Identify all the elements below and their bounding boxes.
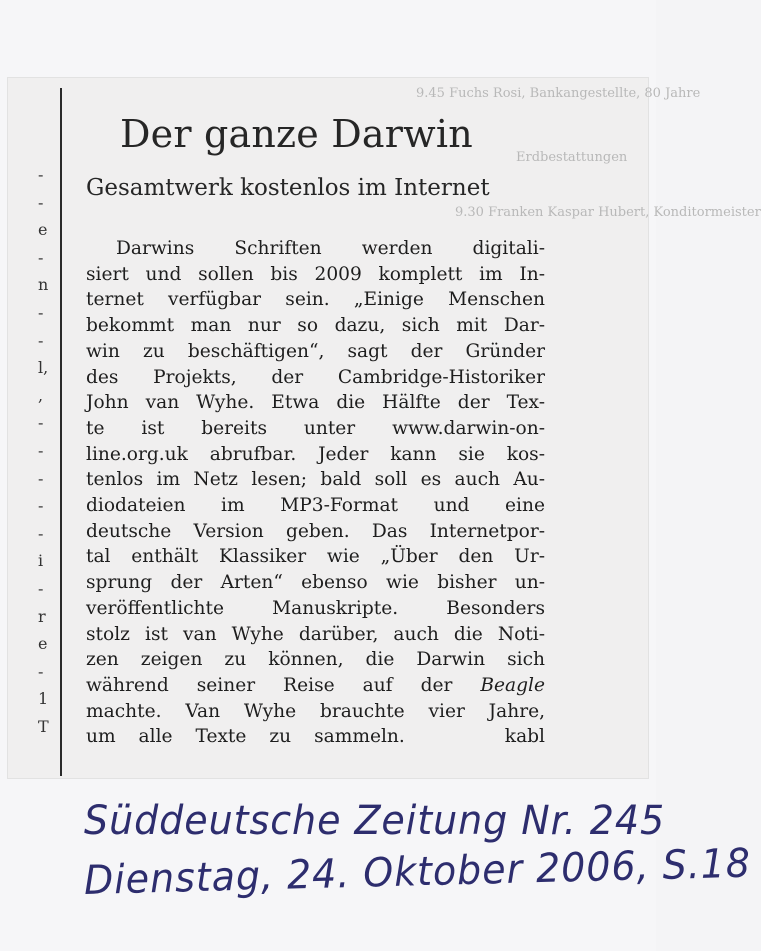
article-line: ternet verfügbar sein. „Einige Menschen xyxy=(86,289,545,311)
article-line: siert und sollen bis 2009 komplett im In- xyxy=(86,263,545,285)
margin-fragment: e xyxy=(38,220,48,240)
margin-fragment: - xyxy=(38,192,44,212)
bleed-through-line3: 9.30 Franken Kaspar Hubert, Konditormeister xyxy=(455,205,761,220)
margin-fragment: - xyxy=(38,165,44,184)
margin-fragment: 1 xyxy=(38,689,49,709)
article-headline: Der ganze Darwin xyxy=(120,112,473,156)
margin-fragment: n xyxy=(38,275,49,295)
article-body xyxy=(86,236,545,750)
bleed-through-line2: Erdbestattungen xyxy=(516,150,628,165)
margin-fragment: T xyxy=(38,717,49,736)
handwritten-source-line2: Dienstag, 24. Oktober 2006, S.18 xyxy=(83,840,752,904)
article-line: line.org.uk abrufbar. Jeder kann sie kos- xyxy=(86,443,545,465)
ship-name: Beagle xyxy=(480,674,545,696)
article-line: veröffentlichte Manuskripte. Besonders xyxy=(86,597,545,619)
margin-fragment: - xyxy=(38,496,44,516)
margin-fragment: , xyxy=(38,385,44,405)
margin-fragment: i xyxy=(38,551,44,571)
margin-fragment: - xyxy=(38,303,44,322)
margin-fragment: - xyxy=(38,579,44,598)
article-line: Darwins Schriften werden digitali- xyxy=(116,238,545,259)
article-line: deutsche Version geben. Das Internetpor- xyxy=(86,520,545,542)
article-line: win zu beschäftigen“, sagt der Gründer xyxy=(86,340,545,362)
column-rule xyxy=(60,88,62,776)
article-line-with-ship xyxy=(86,673,545,699)
margin-fragment: - xyxy=(38,523,44,543)
margin-fragment: - xyxy=(38,661,44,681)
article-subheadline: Gesamtwerk kostenlos im Internet xyxy=(86,175,490,201)
margin-fragment: - xyxy=(38,468,44,488)
article-line: te ist bereits unter www.darwin-on- xyxy=(86,417,545,439)
article-line: des Projekts, der Cambridge-Historiker xyxy=(86,366,545,388)
handwritten-source-line1: Süddeutsche Zeitung Nr. 245 xyxy=(84,798,666,844)
article-line: bekommt man nur so dazu, sich mit Dar- xyxy=(86,315,545,337)
article-line: tenlos im Netz lesen; bald soll es auch Au- xyxy=(86,469,545,491)
article-line: stolz ist van Wyhe darüber, auch die Noti- xyxy=(86,623,545,645)
article-line: John van Wyhe. Etwa die Hälfte der Tex- xyxy=(86,392,545,414)
margin-fragment: - xyxy=(38,247,44,267)
article-line: machte. Van Wyhe brauchte vier Jahre, xyxy=(86,700,545,722)
margin-fragment: l, xyxy=(38,358,49,378)
margin-fragment: - xyxy=(38,441,44,460)
author-tag: kabl xyxy=(504,726,545,748)
margin-fragment: - xyxy=(38,413,44,433)
article-line: diodateien im MP3-Format und eine xyxy=(86,495,545,517)
article-line: tal enthält Klassiker wie „Über den Ur- xyxy=(86,546,545,568)
margin-fragment: e xyxy=(38,634,48,654)
article-line: zen zeigen zu können, die Darwin sich xyxy=(86,649,545,671)
article-line-text: um alle Texte zu sammeln. xyxy=(86,726,405,748)
bleed-through-top: 9.45 Fuchs Rosi, Bankangestellte, 80 Jahre xyxy=(416,86,701,101)
article-last-line xyxy=(86,724,545,750)
article-line-text: während seiner Reise auf der xyxy=(86,674,453,696)
margin-fragment: r xyxy=(38,606,46,626)
margin-fragment: - xyxy=(38,330,44,350)
article-line: sprung der Arten“ ebenso wie bisher un- xyxy=(86,572,545,594)
